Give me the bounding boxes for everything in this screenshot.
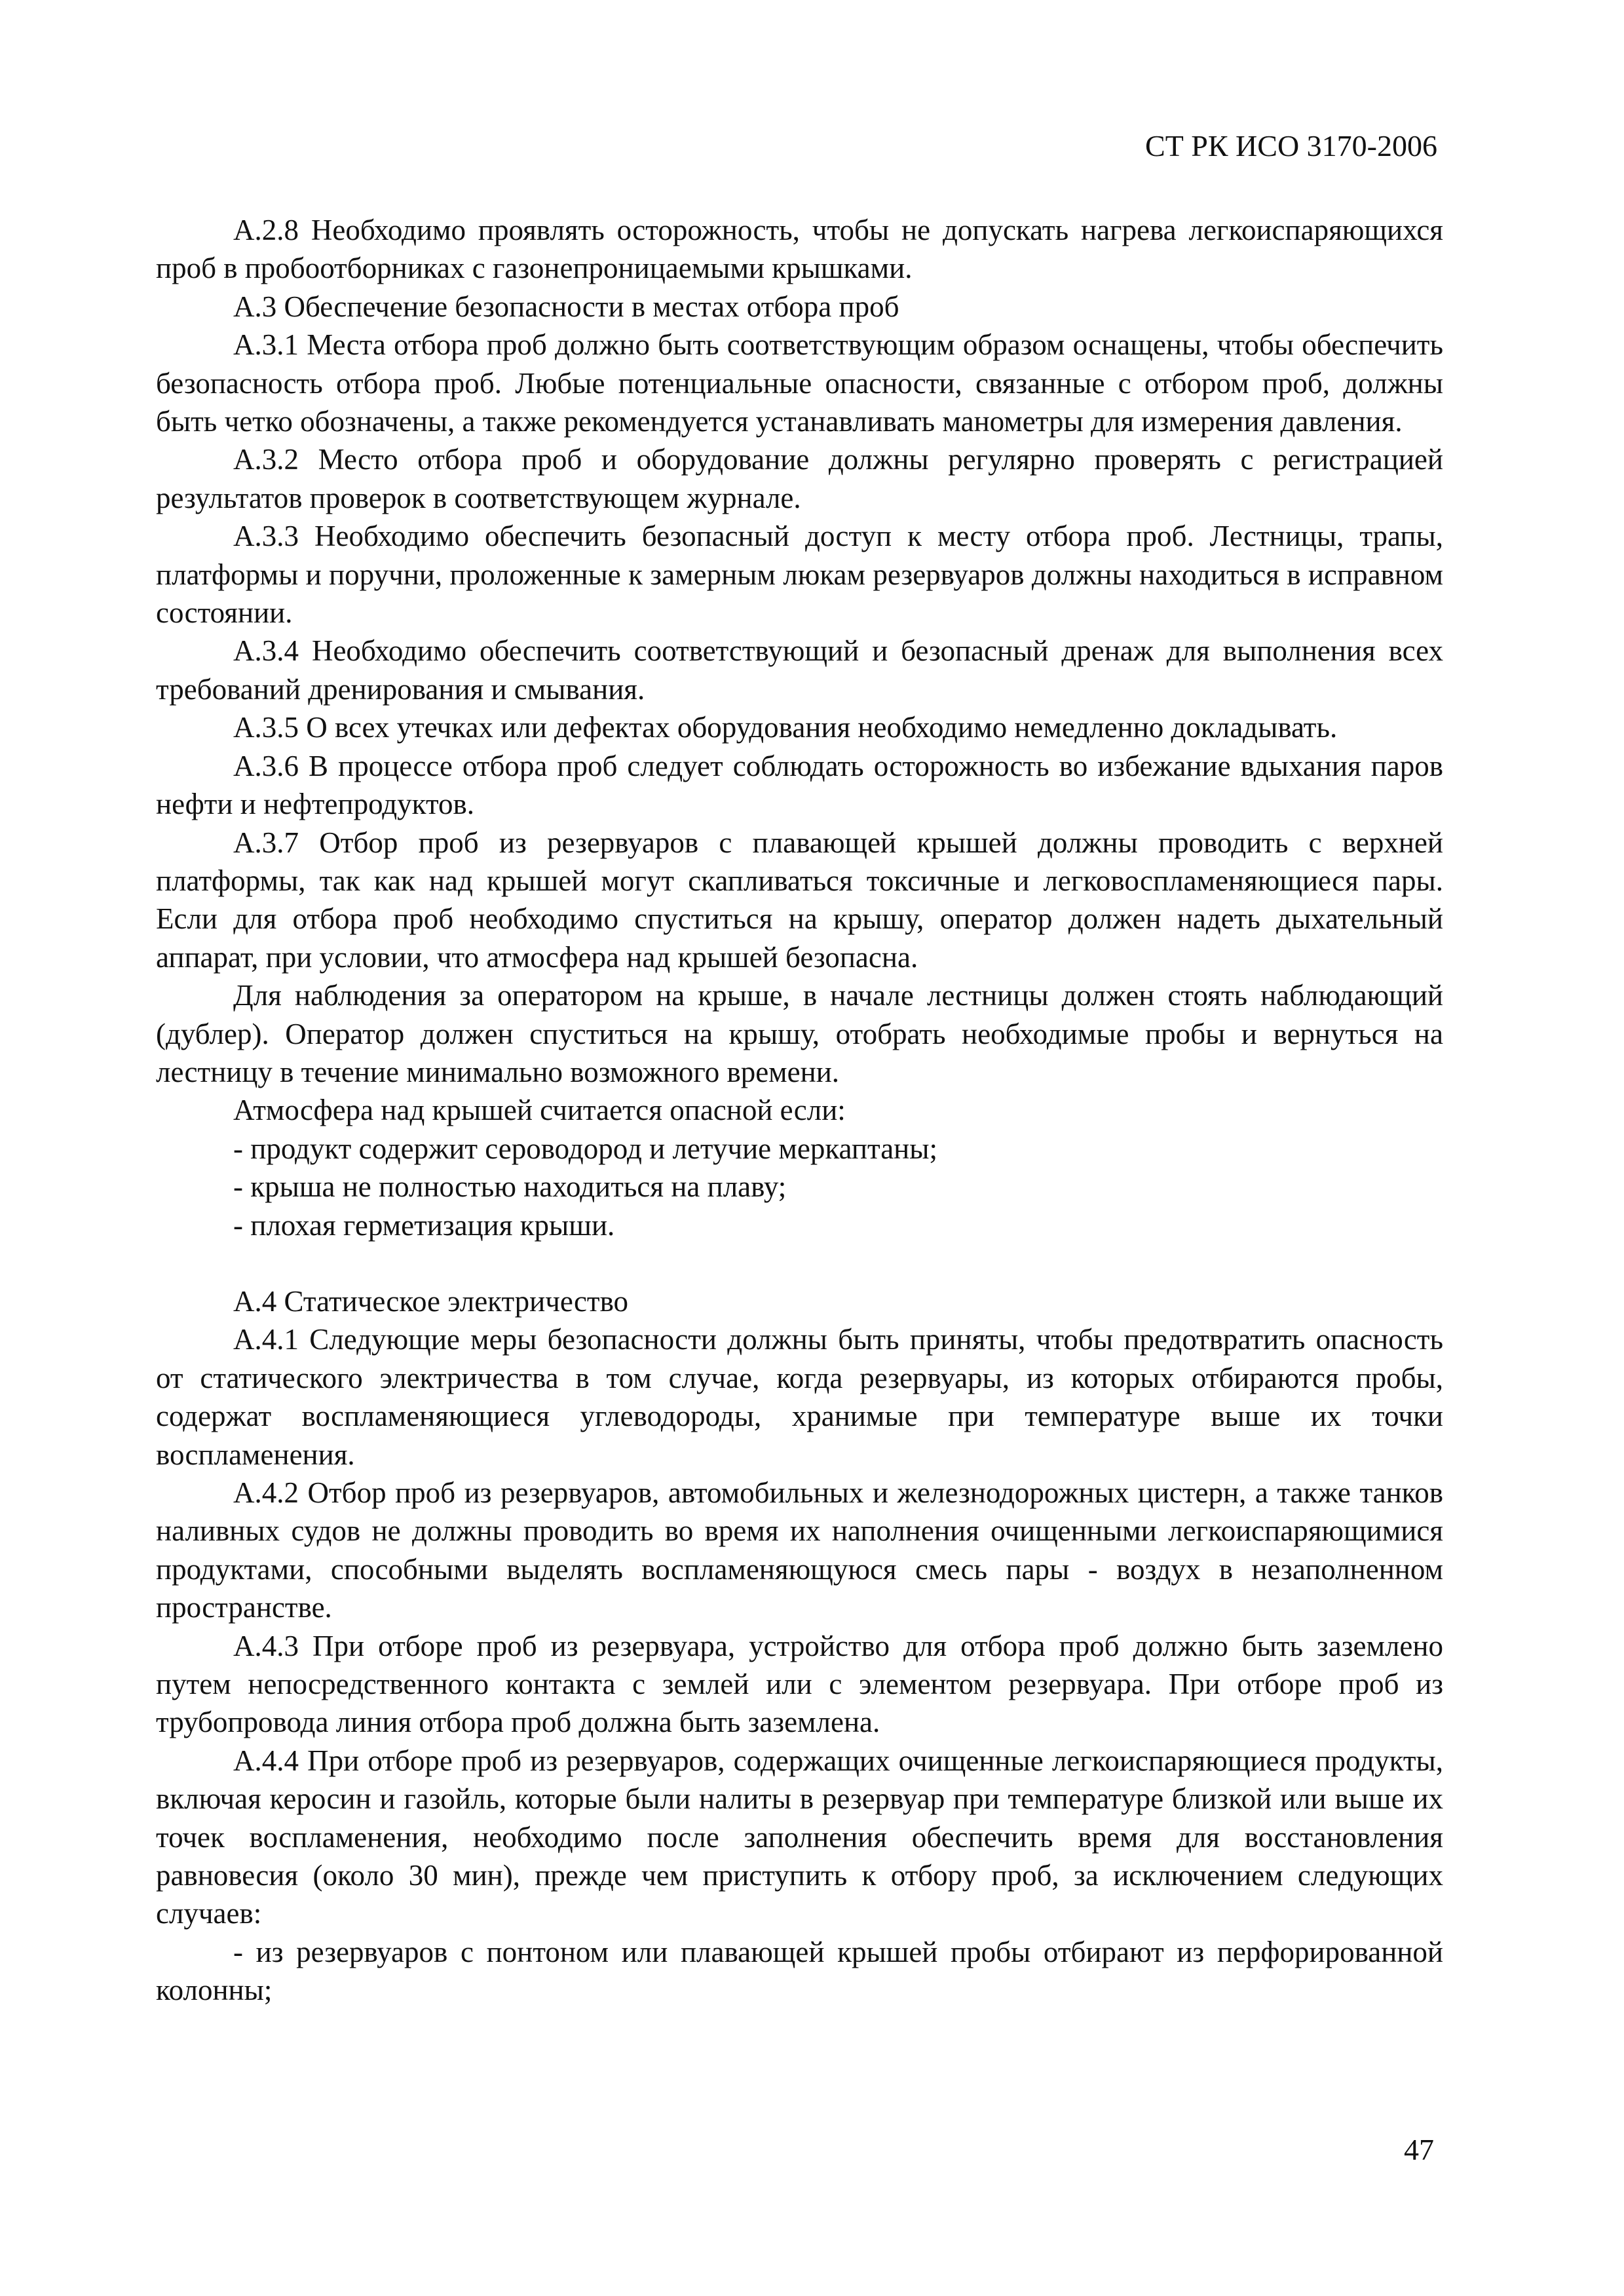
page-number: 47 <box>1404 2133 1434 2166</box>
paragraph-a-4-4: А.4.4 При отборе проб из резервуаров, содержащих очищенные легкоиспаряющиеся продукты, включая керосин и газойль, которые были налиты в резервуар при температуре близкой или выше их точек воспламенения, необходимо после заполнения обеспечить время для восстановления равновесия (около 30 мин), прежде чем приступить к отбору проб, за исключением следующих случаев: <box>156 1744 1443 1930</box>
paragraph-a-3-7: А.3.7 Отбор проб из резервуаров с плавающей крышей должны проводить с верхней платформы, так как над крышей могут скапливаться токсичные и легковоспламеняющиеся пары. Если для отбора проб необходимо спуститься на крышу, оператор должен надеть дыхательный аппарат, при условии, что атмосфера над крышей безопасна. <box>156 826 1443 974</box>
list-item: - продукт содержит сероводород и летучие меркаптаны; <box>233 1132 937 1165</box>
paragraph-hazard-intro: Атмосфера над крышей считается опасной если: <box>233 1094 846 1127</box>
paragraph-a-4-3: А.4.3 При отборе проб из резервуара, устройство для отбора проб должно быть заземлено путем непосредственного контакта с землей или с элементом резервуара. При отборе проб из трубопровода линия отбора проб должна быть заземлена. <box>156 1629 1443 1739</box>
paragraph-a-4-2: А.4.2 Отбор проб из резервуаров, автомобильных и железнодорожных цистерн, а также танков наливных судов не должны проводить во время их наполнения очищенными легкоиспаряющимися продуктами, способными выделять воспламеняющуюся смесь пары - воздух в незаполненном пространстве. <box>156 1476 1443 1624</box>
paragraph-a-2-8: А.2.8 Необходимо проявлять осторожность, чтобы не допускать нагрева легкоиспаряющихся проб в пробоотборниках с газонепроницаемыми крышками. <box>156 214 1443 285</box>
paragraph-a-4-1: А.4.1 Следующие меры безопасности должны быть приняты, чтобы предотвратить опасность от статического электричества в том случае, когда резервуары, из которых отбираются пробы, содержат воспламеняющиеся углеводороды, хранимые при температуре выше их точки воспламенения. <box>156 1323 1443 1471</box>
paragraph-observer: Для наблюдения за оператором на крыше, в начале лестницы должен стоять наблюдающий (дублер). Оператор должен спуститься на крышу, отобрать необходимые пробы и вернуться на лестницу в течение минимально возможного времени. <box>156 979 1443 1088</box>
paragraph-a-3-4: А.3.4 Необходимо обеспечить соответствующий и безопасный дренаж для выполнения всех требований дренирования и смывания. <box>156 634 1443 706</box>
paragraph-a-3-5: А.3.5 О всех утечках или дефектах оборудования необходимо немедленно докладывать. <box>233 711 1338 744</box>
document-body <box>156 211 1443 2010</box>
list-item: - плохая герметизация крыши. <box>233 1208 615 1242</box>
section-heading-a-4: А.4 Статическое электричество <box>233 1284 629 1318</box>
paragraph-a-3-3: А.3.3 Необходимо обеспечить безопасный доступ к месту отбора проб. Лестницы, трапы, платформы и поручни, проложенные к замерным люкам резервуаров должны находиться в исправном состоянии. <box>156 520 1443 630</box>
paragraph-a-3-6: А.3.6 В процессе отбора проб следует соблюдать осторожность во избежание вдыхания паров нефти и нефтепродуктов. <box>156 749 1443 821</box>
paragraph-a-3-1: А.3.1 Места отбора проб должно быть соответствующим образом оснащены, чтобы обеспечить безопасность отбора проб. Любые потенциальные опасности, связанные с отбором проб, должны быть четко обозначены, а также рекомендуется устанавливать манометры для измерения давления. <box>156 328 1443 438</box>
list-item: - крыша не полностью находиться на плаву; <box>233 1170 787 1204</box>
section-heading-a-3: А.3 Обеспечение безопасности в местах отбора проб <box>233 290 899 323</box>
list-item: - из резервуаров с понтоном или плавающей крышей пробы отбирают из перфорированной колонны; <box>156 1935 1443 2007</box>
paragraph-a-3-2: А.3.2 Место отбора проб и оборудование должны регулярно проверять с регистрацией результатов проверок в соответствующем журнале. <box>156 443 1443 514</box>
document-code-header: СТ РК ИСО 3170-2006 <box>1145 129 1437 163</box>
